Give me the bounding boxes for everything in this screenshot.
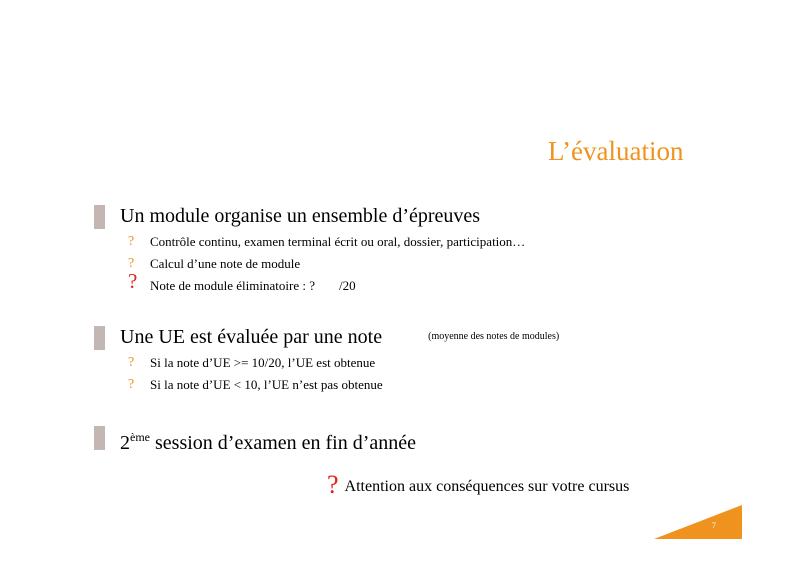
bullet-bar [94,326,105,350]
score-label: /20 [338,278,356,293]
section-heading [120,324,559,350]
bullet-bar [94,426,105,450]
list-item-text: Contrôle continu, examen terminal écrit ou oral, dossier, participation… [150,234,526,249]
question-mark-icon: ? [128,234,135,249]
bullet-bar [94,205,105,229]
question-mark-icon: ? [128,256,135,271]
heading-rest: session d’examen en fin d’année [150,432,417,454]
question-mark-icon: ? [128,377,135,392]
list-item-text [150,278,356,294]
section-heading: Un module organise un ensemble d’épreuves [120,205,481,227]
corner-triangle [654,505,742,539]
question-mark-icon: ? [327,470,339,499]
triangle-shape [654,505,742,539]
list-item-text: Calcul d’une note de module [150,256,301,271]
list-item-text: Si la note d’UE < 10, l’UE n’est pas obtenue [150,377,383,392]
question-mark-icon: ? [128,269,138,293]
section-heading-text: Une UE est évaluée par une note [120,326,383,348]
heading-superscript: ème [130,430,150,444]
heading-number: 2 [120,432,130,454]
question-mark-icon: ? [128,355,135,370]
list-item-text: Si la note d’UE >= 10/20, l’UE est obtenue [150,355,376,370]
attention-text: Attention aux conséquences sur votre cursus [344,478,630,495]
slide-title: L’évaluation [548,136,684,166]
section-heading [120,424,416,456]
section-note: (moyenne des notes de modules) [428,331,560,342]
list-item-label: Note de module éliminatoire : ? [150,278,315,293]
attention-note [327,470,629,500]
page-number: 7 [712,521,716,530]
